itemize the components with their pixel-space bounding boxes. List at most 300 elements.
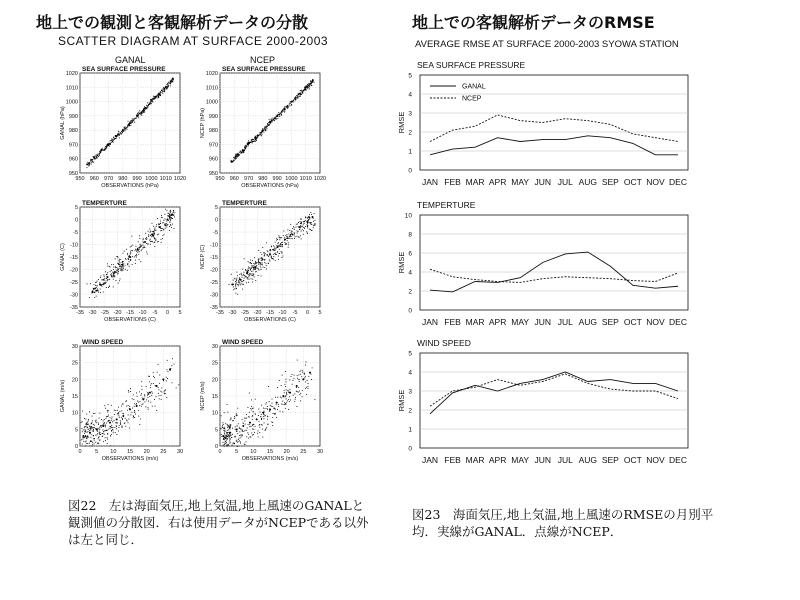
panel-title: SEA SURFACE PRESSURE [82, 66, 166, 73]
scatter-point [108, 279, 109, 280]
scatter-point [248, 276, 249, 277]
scatter-point [152, 406, 153, 407]
scatter-point [301, 376, 302, 377]
scatter-point [281, 385, 282, 386]
scatter-point [119, 134, 120, 135]
y-tick-label: -5 [213, 230, 218, 236]
scatter-point [106, 287, 107, 288]
scatter-point [299, 228, 300, 229]
scatter-point [276, 402, 278, 404]
scatter-point [262, 128, 263, 129]
scatter-point [271, 119, 272, 120]
scatter-point [303, 221, 304, 222]
scatter-point [314, 399, 315, 400]
scatter-point [299, 381, 300, 382]
scatter-point [300, 374, 301, 375]
scatter-point [259, 135, 260, 136]
scatter-point [93, 424, 94, 425]
scatter-point [120, 422, 121, 423]
scatter-point [290, 400, 291, 401]
scatter-point [112, 427, 113, 428]
scatter-point [303, 378, 304, 379]
scatter-point [167, 378, 168, 379]
scatter-point [169, 82, 170, 83]
scatter-point [246, 273, 247, 274]
scatter-point [226, 437, 227, 438]
scatter-point [238, 284, 239, 285]
scatter-point [230, 442, 231, 443]
scatter-point [91, 446, 92, 447]
scatter-point [223, 445, 224, 446]
scatter-point [113, 274, 114, 275]
scatter-point [297, 360, 298, 361]
scatter-point [108, 287, 109, 288]
scatter-point [260, 134, 261, 135]
scatter-point [273, 259, 274, 260]
scatter-point [163, 222, 164, 223]
scatter-point [246, 414, 247, 415]
scatter-point [279, 249, 280, 250]
scatter-point [223, 424, 224, 425]
scatter-point [294, 234, 295, 235]
scatter-point [168, 220, 169, 221]
scatter-point [92, 444, 93, 445]
scatter-point [161, 392, 162, 393]
scatter-point [97, 154, 98, 155]
scatter-point [221, 415, 222, 416]
scatter-point [229, 284, 230, 285]
scatter-point [147, 244, 148, 245]
x-tick-label: -20 [113, 310, 122, 316]
scatter-point [100, 275, 101, 276]
x-tick-label: 950 [215, 176, 225, 182]
scatter-point [284, 397, 285, 398]
scatter-temperature-ganal [55, 197, 190, 337]
scatter-point [122, 130, 123, 131]
scatter-point [286, 236, 287, 237]
left-caption: 図22 左は海面気圧,地上気温,地上風速のGANALと観測値の分散図．右は使用データがNCEPである以外は左と同じ． [68, 498, 369, 547]
scatter-point [285, 244, 286, 245]
y-tick-label: -30 [210, 292, 218, 299]
x-tick-label: APR [488, 455, 507, 465]
scatter-point [139, 113, 140, 114]
y-tick-label: -35 [70, 305, 78, 311]
scatter-point [305, 217, 306, 218]
scatter-point [170, 370, 171, 371]
scatter-point [266, 243, 267, 244]
scatter-point [152, 241, 153, 242]
scatter-point [98, 438, 99, 439]
scatter-point [224, 439, 225, 440]
scatter-point [238, 439, 239, 440]
scatter-point [236, 430, 237, 431]
scatter-point [230, 433, 231, 434]
scatter-point [113, 279, 114, 280]
scatter-point [112, 429, 113, 430]
scatter-point [305, 381, 306, 382]
scatter-point [229, 440, 230, 441]
x-tick-label: 1020 [313, 176, 327, 182]
scatter-point [100, 277, 101, 278]
scatter-point [132, 119, 133, 120]
col-label-ganal: GANAL [115, 55, 146, 65]
scatter-point [100, 432, 101, 433]
scatter-point [166, 221, 167, 222]
scatter-point [128, 121, 129, 122]
scatter-point [136, 406, 137, 407]
scatter-point [94, 297, 95, 298]
scatter-point [293, 395, 294, 396]
scatter-point [258, 269, 259, 270]
scatter-point [88, 166, 89, 167]
scatter-point [89, 297, 90, 298]
scatter-point [267, 419, 268, 420]
scatter-point [239, 438, 240, 439]
scatter-point [242, 289, 243, 290]
scatter-point [123, 270, 124, 271]
scatter-point [133, 399, 134, 400]
scatter-point [94, 288, 95, 289]
scatter-point [140, 401, 141, 402]
scatter-point [229, 435, 230, 436]
scatter-point [259, 259, 260, 260]
scatter-point [240, 437, 241, 438]
scatter-point [263, 408, 264, 409]
scatter-point [110, 271, 111, 272]
series-line-ganal [430, 136, 678, 155]
scatter-point [111, 140, 112, 141]
scatter-point [281, 252, 282, 253]
scatter-point [225, 441, 226, 442]
scatter-point [245, 444, 246, 445]
scatter-point [226, 444, 227, 445]
scatter-point [95, 428, 96, 429]
rmse-temperature-chart [395, 195, 700, 330]
scatter-point [307, 225, 308, 226]
scatter-point [92, 442, 93, 443]
scatter-point [223, 422, 224, 423]
scatter-point [267, 408, 268, 409]
x-tick-label: SEP [601, 177, 619, 187]
scatter-point [299, 93, 300, 94]
scatter-point [254, 432, 255, 433]
scatter-point [298, 222, 299, 223]
scatter-point [119, 137, 120, 138]
scatter-point [154, 98, 155, 99]
right-title-en: AVERAGE RMSE AT SURFACE 2000-2003 SYOWA STATION [415, 39, 679, 50]
scatter-point [98, 424, 99, 425]
scatter-point [164, 234, 165, 235]
scatter-point [148, 235, 149, 236]
scatter-point [157, 218, 158, 219]
scatter-point [270, 122, 271, 123]
scatter-point [161, 92, 162, 93]
scatter-point [291, 236, 292, 237]
scatter-point [222, 427, 223, 428]
scatter-point [165, 87, 166, 88]
scatter-point [155, 406, 156, 407]
scatter-point [91, 423, 92, 424]
y-tick-label: 25 [211, 360, 218, 367]
scatter-point [256, 265, 257, 266]
scatter-point [251, 426, 252, 427]
scatter-point [289, 380, 290, 381]
scatter-point [235, 284, 236, 285]
scatter-point [167, 87, 168, 88]
scatter-point [263, 267, 264, 268]
scatter-point [239, 279, 240, 280]
scatter-point [291, 376, 292, 377]
scatter-point [138, 410, 139, 411]
scatter-point [140, 245, 141, 246]
scatter-point [261, 135, 262, 136]
scatter-point [273, 120, 274, 121]
scatter-point [253, 429, 254, 430]
scatter-point [295, 97, 296, 98]
scatter-point [144, 112, 145, 113]
scatter-point [134, 118, 135, 119]
scatter-point [261, 264, 262, 265]
scatter-point [296, 385, 298, 387]
scatter-point [113, 269, 114, 270]
scatter-point [111, 142, 112, 143]
scatter-point [249, 275, 250, 276]
scatter-point [139, 235, 140, 236]
x-tick-label: -15 [126, 310, 134, 316]
scatter-point [142, 111, 143, 112]
scatter-point [293, 226, 294, 227]
scatter-point [100, 151, 101, 152]
scatter-point [308, 83, 309, 84]
scatter-point [106, 282, 107, 283]
scatter-point [120, 420, 121, 421]
scatter-point [249, 393, 250, 394]
scatter-point [93, 435, 94, 436]
scatter-point [121, 417, 122, 418]
scatter-point [122, 418, 123, 419]
scatter-point [138, 250, 139, 251]
scatter-point [122, 270, 123, 271]
scatter-point [281, 251, 282, 252]
scatter-point [278, 245, 279, 246]
scatter-point [264, 255, 265, 256]
scatter-point [228, 432, 229, 433]
scatter-point [295, 397, 296, 398]
scatter-point [116, 137, 117, 138]
scatter-point [111, 140, 112, 141]
scatter-point [103, 150, 104, 151]
scatter-point [239, 154, 240, 155]
scatter-point [231, 437, 232, 438]
y-tick-label: 0 [214, 444, 218, 450]
scatter-point [118, 431, 119, 432]
scatter-point [288, 247, 289, 248]
scatter-point [128, 415, 129, 416]
scatter-point [227, 433, 228, 434]
scatter-point [154, 242, 155, 243]
scatter-point [245, 270, 246, 271]
scatter-point [249, 412, 250, 413]
scatter-point [308, 383, 309, 384]
scatter-point [162, 93, 163, 94]
scatter-point [112, 277, 113, 278]
scatter-point [165, 225, 166, 226]
scatter-point [268, 122, 269, 123]
scatter-point [145, 233, 146, 234]
scatter-point [136, 404, 137, 405]
scatter-point [263, 132, 264, 133]
scatter-point [251, 406, 252, 407]
scatter-point [82, 444, 83, 445]
scatter-point [234, 416, 235, 417]
scatter-point [241, 274, 242, 275]
x-tick-label: 10 [110, 449, 117, 455]
scatter-point [305, 216, 306, 217]
scatter-point [164, 214, 165, 215]
scatter-point [143, 239, 144, 240]
scatter-point [228, 426, 229, 427]
x-tick-label: OCT [623, 177, 642, 187]
x-tick-label: -35 [76, 310, 84, 316]
scatter-point [160, 91, 161, 92]
scatter-point [243, 431, 244, 432]
scatter-point [118, 407, 119, 408]
scatter-point [91, 434, 92, 435]
scatter-point [261, 132, 262, 133]
scatter-point [90, 428, 91, 429]
scatter-point [230, 419, 231, 420]
scatter-point [258, 259, 259, 260]
scatter-point [267, 250, 268, 251]
scatter-point [239, 440, 240, 441]
scatter-point [236, 272, 237, 273]
scatter-point [289, 401, 290, 402]
scatter-point [286, 399, 287, 400]
scatter-point [113, 264, 114, 265]
scatter-point [142, 110, 143, 111]
scatter-point [307, 233, 308, 234]
scatter-point [178, 384, 179, 385]
scatter-point [94, 159, 95, 160]
scatter-point [97, 157, 98, 158]
scatter-point [266, 427, 267, 428]
scatter-point [108, 415, 109, 416]
scatter-point [96, 290, 97, 291]
scatter-point [167, 360, 168, 361]
scatter-point [273, 250, 274, 251]
scatter-point [253, 434, 254, 435]
scatter-point [251, 141, 252, 142]
y-axis-label: NCEP (C) [200, 244, 206, 270]
y-tick-label: 1000 [205, 99, 218, 106]
scatter-point [103, 420, 104, 421]
scatter-point [302, 372, 303, 373]
scatter-point [275, 254, 276, 255]
scatter-point [168, 85, 169, 86]
scatter-point [152, 231, 153, 232]
scatter-point [171, 227, 172, 228]
scatter-point [305, 388, 306, 389]
scatter-point [266, 128, 267, 129]
scatter-point [172, 382, 173, 383]
scatter-point [171, 82, 172, 83]
scatter-point [170, 83, 171, 84]
scatter-point [248, 145, 249, 146]
scatter-point [276, 116, 277, 117]
scatter-point [275, 248, 276, 249]
x-tick-label: 980 [118, 176, 128, 182]
scatter-point [279, 246, 280, 247]
scatter-point [99, 155, 100, 156]
scatter-point [229, 438, 230, 439]
scatter-point [88, 162, 89, 163]
x-tick-label: 0 [305, 310, 310, 316]
scatter-point [297, 378, 298, 379]
scatter-point [171, 81, 172, 82]
scatter-point [300, 225, 301, 226]
scatter-point [235, 157, 236, 158]
scatter-point [262, 437, 263, 438]
x-tick-label: JAN [421, 455, 439, 465]
scatter-point [161, 387, 162, 388]
scatter-point [248, 140, 249, 141]
x-tick-label: 1000 [145, 176, 158, 182]
scatter-point [121, 269, 122, 270]
scatter-point [150, 387, 151, 388]
scatter-point [162, 91, 163, 92]
scatter-point [82, 411, 83, 412]
scatter-point [102, 284, 103, 285]
scatter-point [235, 429, 236, 430]
y-tick-label: 5 [74, 205, 78, 211]
scatter-point [171, 217, 172, 218]
x-tick-label: 0 [218, 449, 222, 455]
x-tick-label: 1010 [299, 176, 312, 182]
scatter-point [109, 146, 110, 147]
scatter-point [288, 391, 289, 392]
x-tick-label: 990 [132, 176, 142, 182]
scatter-point [306, 231, 307, 232]
scatter-point [134, 417, 135, 418]
scatter-point [134, 119, 135, 120]
scatter-point [269, 125, 270, 126]
scatter-point [311, 379, 312, 380]
scatter-point [278, 259, 279, 260]
scatter-point [286, 106, 287, 107]
scatter-point [172, 358, 173, 359]
scatter-point [92, 291, 93, 292]
scatter-point [291, 105, 292, 106]
scatter-point [128, 125, 129, 126]
y-tick-label: 980 [208, 128, 218, 135]
scatter-point [112, 421, 113, 422]
scatter-point [170, 217, 171, 218]
scatter-point [138, 402, 139, 403]
scatter-point [250, 436, 251, 437]
scatter-point [90, 429, 91, 430]
scatter-point [231, 418, 232, 419]
scatter-point [131, 246, 132, 247]
scatter-point [96, 282, 97, 283]
scatter-point [308, 222, 309, 223]
scatter-point [236, 282, 237, 283]
scatter-point [135, 263, 136, 264]
scatter-point [242, 419, 243, 420]
scatter-point [174, 212, 175, 213]
scatter-point [290, 234, 291, 235]
scatter-point [264, 255, 265, 256]
scatter-point [106, 276, 107, 277]
